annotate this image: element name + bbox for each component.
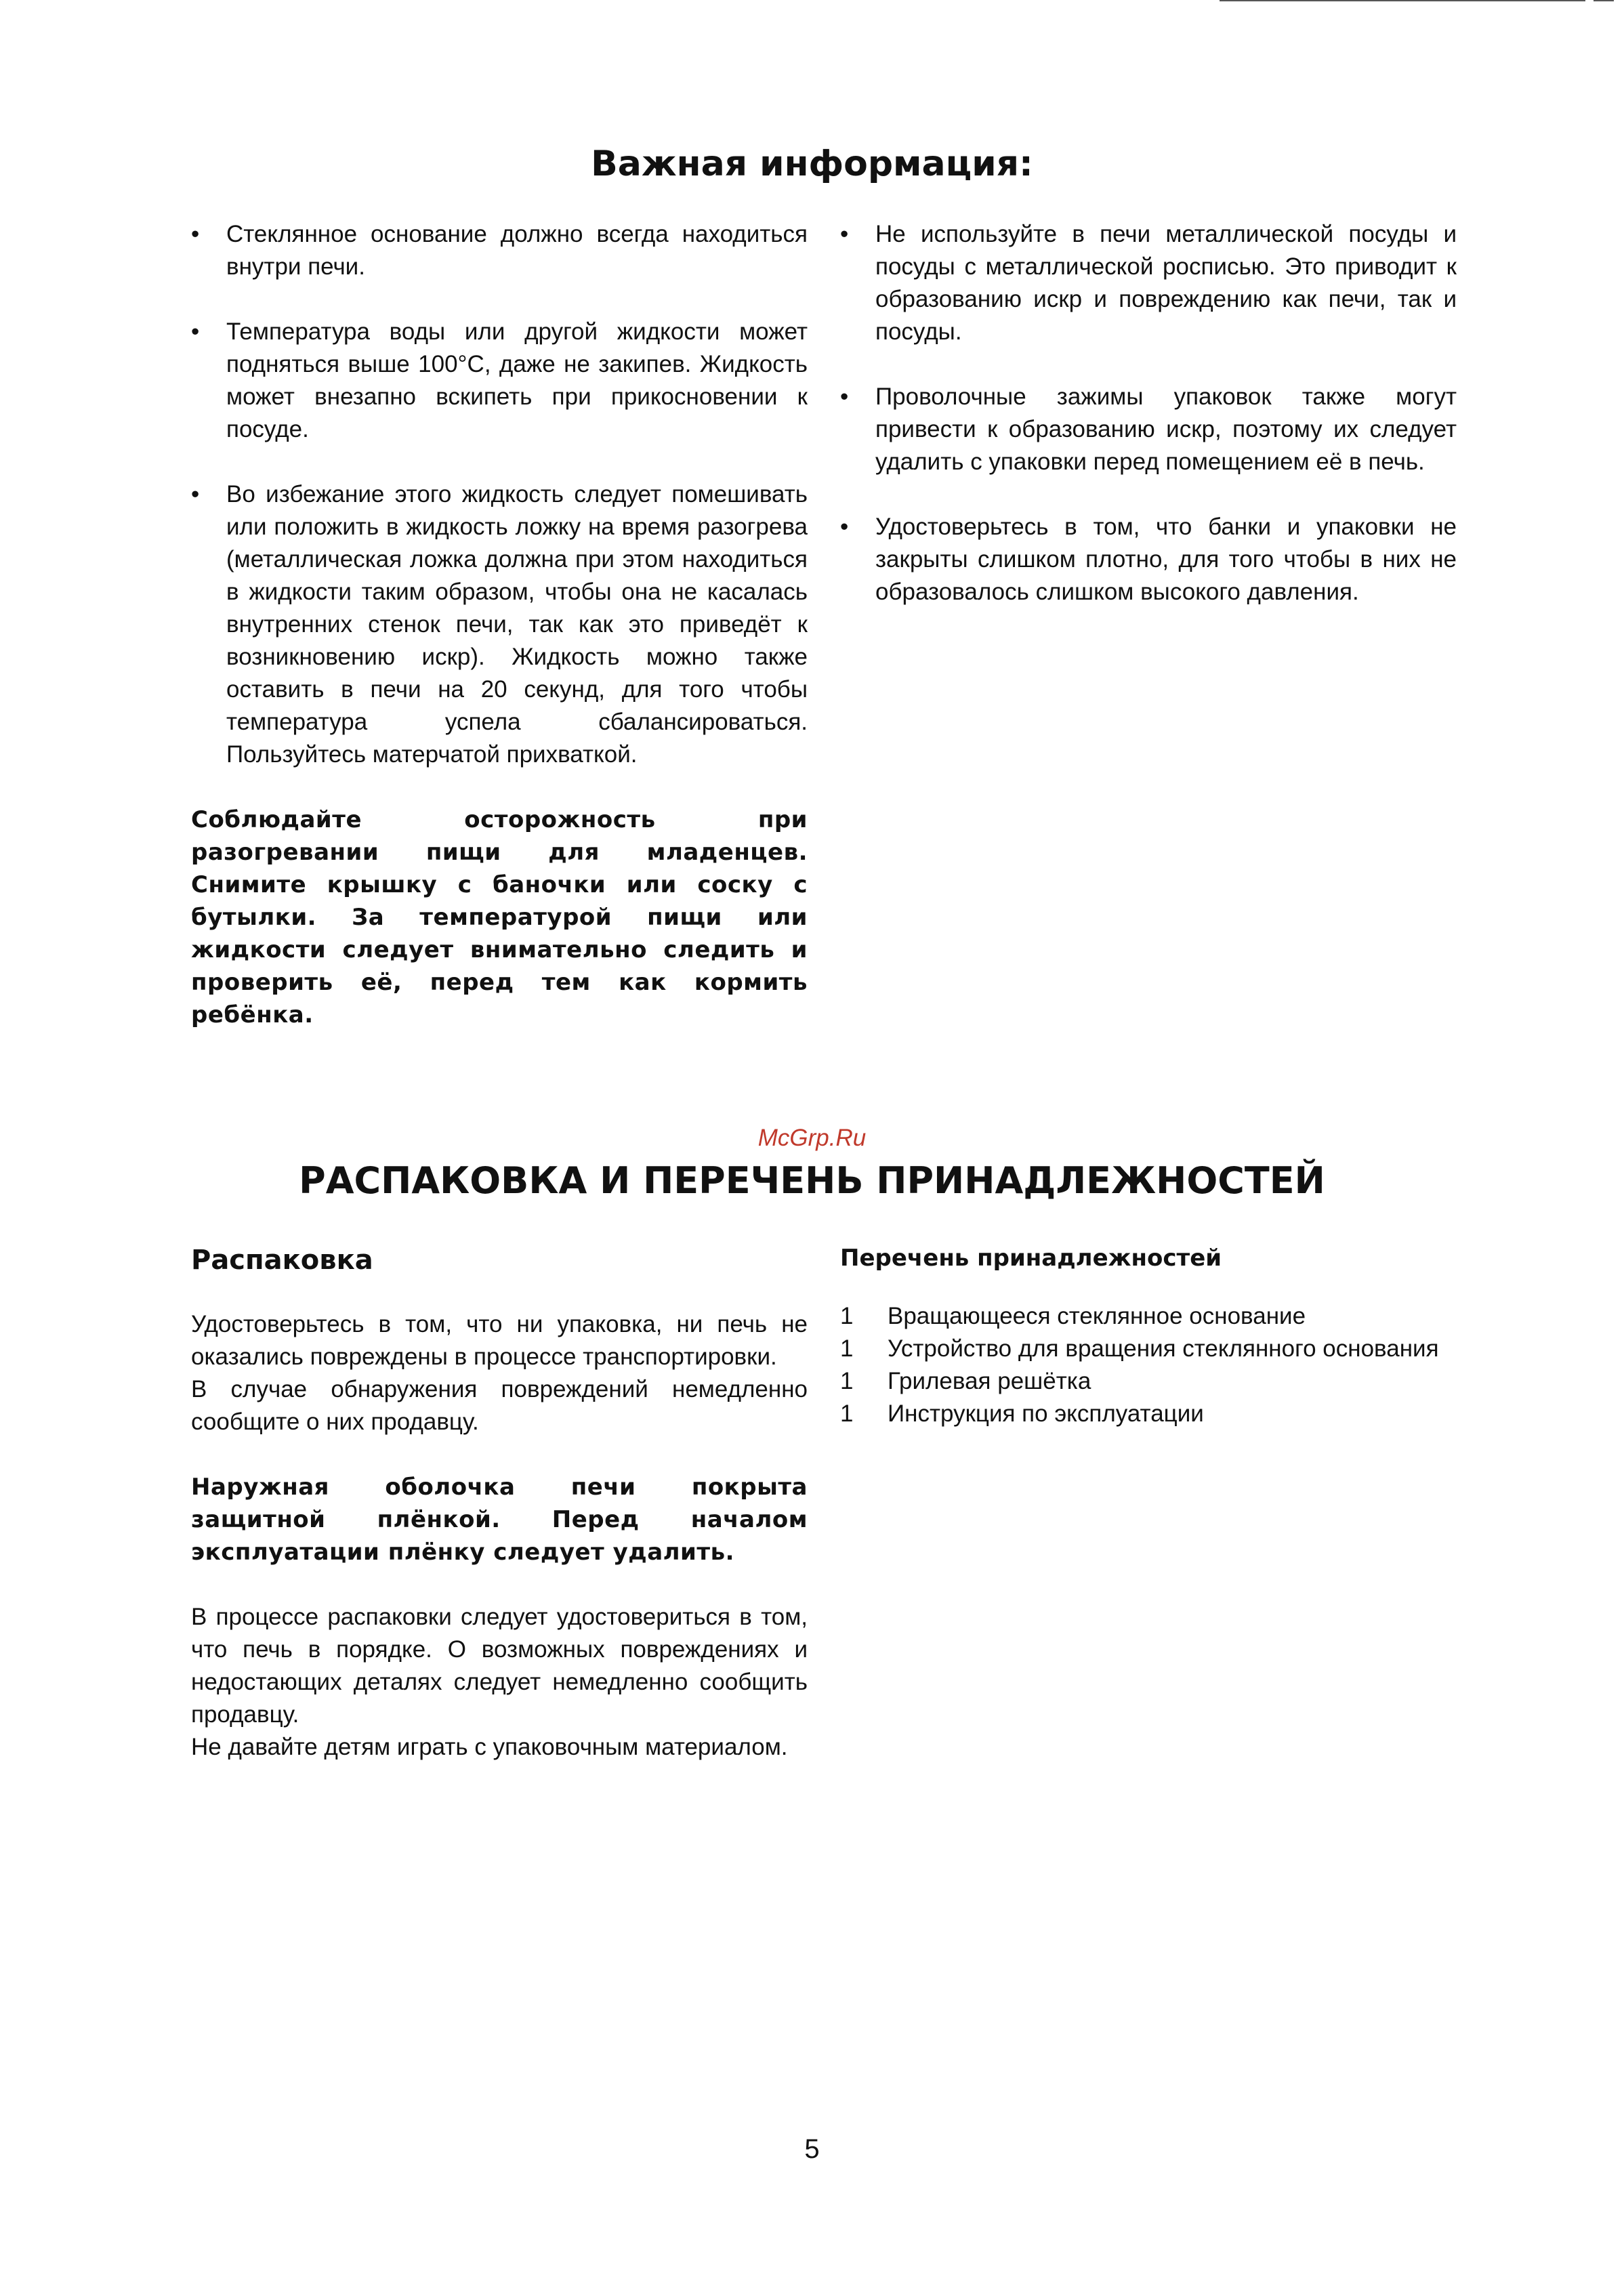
accessory-qty: 1: [840, 1303, 854, 1329]
list-item-text: Не используйте в печи металлической посуды и посуды с металлической росписью. Это приводит к образованию искр и повреждению как печи, так и посуды.: [875, 221, 1457, 345]
right-column: [840, 218, 1457, 641]
accessory-name: Вращающееся стеклянное основание: [888, 1303, 1306, 1329]
list-item: • Стеклянное основание должно всегда находиться внутри печи.: [191, 218, 808, 283]
accessory-name: Устройство для вращения стеклянного основания: [888, 1335, 1439, 1362]
watermark-text: McGrp.Ru: [757, 1125, 867, 1151]
film-warning: Наружная оболочка печи покрыта защитной плёнкой. Перед началом эксплуатации плёнку следует удалить.: [191, 1474, 808, 1566]
list-item: • Не используйте в печи металлической посуды и посуды с металлической росписью. Это приводит к образованию искр и повреждению как печи, так и посуды.: [840, 218, 1457, 348]
baby-food-warning: Соблюдайте осторожность при разогревании пищи для младенцев. Снимите крышку с баночки или соску с бутылки. За температурой пищи или жидкости следует внимательно следить и проверить её, перед тем как кормить ребёнка.: [191, 806, 808, 1028]
accessory-qty: 1: [840, 1368, 854, 1394]
accessory-row: [840, 1333, 1457, 1365]
accessories-heading: Перечень принадлежностей: [840, 1245, 1222, 1272]
unpacking-para-3: В процессе распаковки следует удостовериться в том, что печь в порядке. О возможных повреждениях и недостающих деталях следует немедленно сообщить продавцу.: [191, 1604, 808, 1728]
page-number: 5: [804, 2134, 820, 2164]
left-column: [191, 218, 808, 1031]
left-bullet-list: [191, 218, 808, 771]
list-item: • Проволочные зажимы упаковок также могут привести к образованию искр, поэтому их следует удалить с упаковки перед помещением её в печь.: [840, 381, 1457, 478]
list-item-text: Стеклянное основание должно всегда находиться внутри печи.: [226, 221, 808, 280]
unpacking-column: [191, 1243, 808, 1764]
list-item-text: Во избежание этого жидкость следует помешивать или положить в жидкость ложку на время разогрева (металлическая ложка должна при этом находиться в жидкости таким образом, чтобы она не касалась внутренних стенок печи, так как это приведёт к возникновению искр). Жидкость можно также оставить в печи на 20 секунд, для того чтобы температура успела сбалансироваться. Пользуйтесь матерчатой прихваткой.: [226, 481, 808, 768]
accessory-row: [840, 1300, 1457, 1333]
scan-rule: [1594, 0, 1614, 1]
unpacking-para-2: В случае обнаружения повреждений немедленно сообщите о них продавцу.: [191, 1376, 808, 1435]
accessory-row: [840, 1398, 1457, 1430]
list-item: • Удостоверьтесь в том, что банки и упаковки не закрыты слишком плотно, для того чтобы в них не образовалось слишком высокого давления.: [840, 511, 1457, 608]
list-item-text: Проволочные зажимы упаковок также могут привести к образованию искр, поэтому их следует удалить с упаковки перед помещением её в печь.: [875, 383, 1457, 475]
unpacking-para-1: Удостоверьтесь в том, что ни упаковка, ни печь не оказались повреждены в процессе транспортировки.: [191, 1311, 808, 1370]
list-item: • Температура воды или другой жидкости может подняться выше 100°C, даже не закипев. Жидкость может внезапно вскипеть при прикосновении к посуде.: [191, 316, 808, 446]
accessory-name: Инструкция по эксплуатации: [888, 1400, 1204, 1427]
important-title: Важная информация:: [591, 144, 1033, 184]
accessory-qty: 1: [840, 1400, 854, 1427]
section-title: РАСПАКОВКА И ПЕРЕЧЕНЬ ПРИНАДЛЕЖНОСТЕЙ: [299, 1159, 1325, 1202]
accessory-name: Грилевая решётка: [888, 1368, 1091, 1394]
accessory-row: [840, 1365, 1457, 1398]
accessories-column: [840, 1243, 1457, 1430]
scan-rule: [1220, 0, 1585, 1]
unpacking-heading: Распаковка: [191, 1245, 373, 1276]
list-item: • Во избежание этого жидкость следует помешивать или положить в жидкость ложку на время разогрева (металлическая ложка должна при этом находиться в жидкости таким образом, чтобы она не касалась внутренних стенок печи, так как это приведёт к возникновению искр). Жидкость можно также оставить в печи на 20 секунд, для того чтобы температура успела сбалансироваться. Пользуйтесь матерчатой прихваткой.: [191, 478, 808, 771]
unpacking-para-4: Не давайте детям играть с упаковочным материалом.: [191, 1734, 788, 1760]
accessory-qty: 1: [840, 1335, 854, 1362]
list-item-text: Температура воды или другой жидкости может подняться выше 100°C, даже не закипев. Жидкость может внезапно вскипеть при прикосновении к посуде.: [226, 318, 808, 442]
list-item-text: Удостоверьтесь в том, что банки и упаковки не закрыты слишком плотно, для того чтобы в них не образовалось слишком высокого давления.: [875, 514, 1457, 605]
right-bullet-list: [840, 218, 1457, 608]
